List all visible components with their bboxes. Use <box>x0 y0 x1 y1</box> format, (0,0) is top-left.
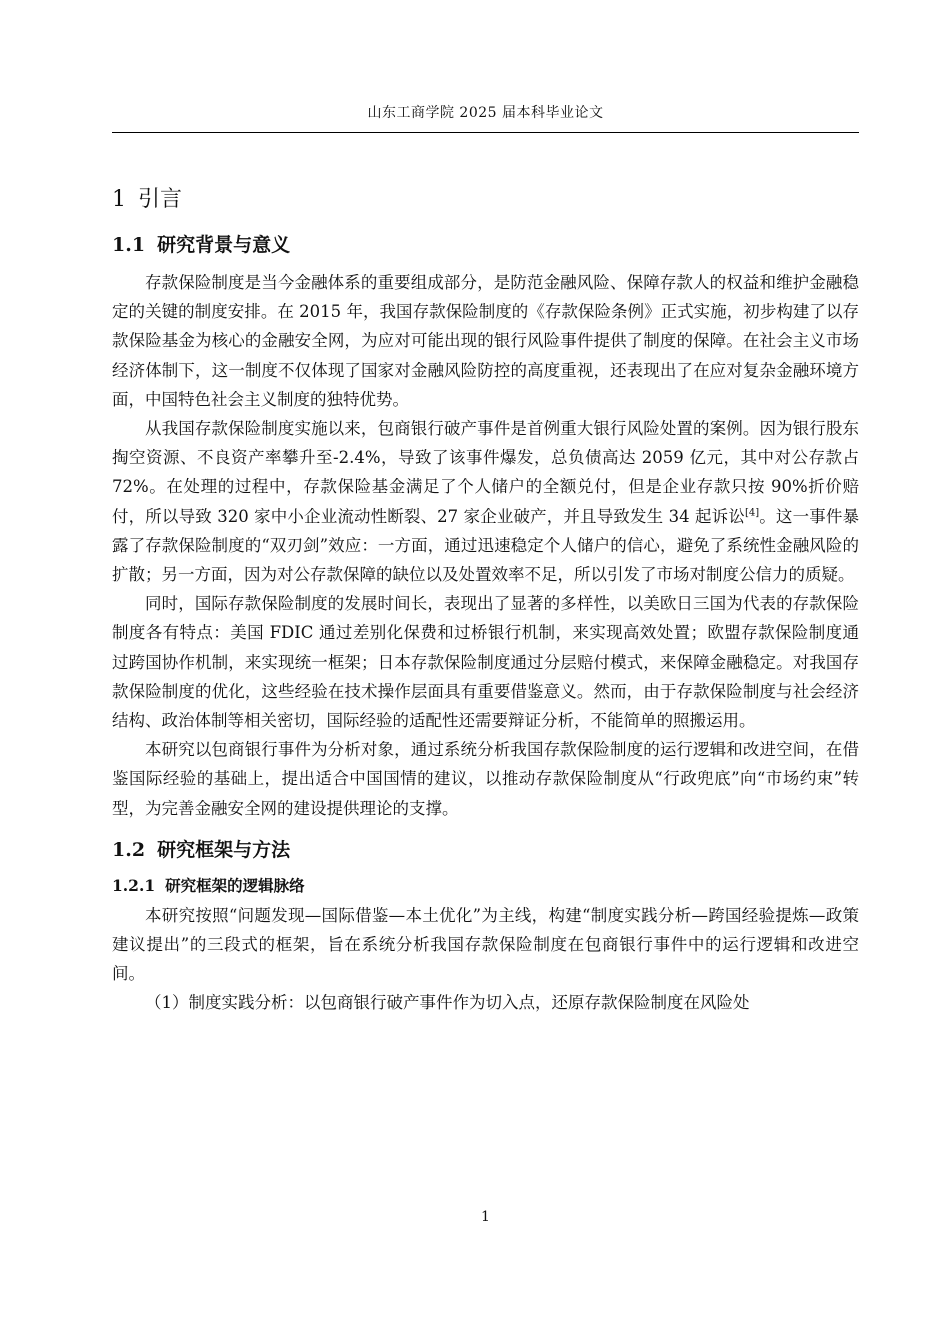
page-body <box>112 170 859 1018</box>
section-number: 1.1 <box>112 234 146 256</box>
section-heading-1-2 <box>112 835 859 865</box>
paragraph-1: 存款保险制度是当今金融体系的重要组成部分，是防范金融风险、保障存款人的权益和维护金融稳定的关键的制度安排。在 2015 年，我国存款保险制度的《存款保险条例》正式实施，初步构建了以存款保险基金为核心的金融安全网，为应对可能出现的银行风险事件提供了制度的保障。在社会主义市场经济体制下，这一制度不仅体现了国家对金融风险防控的高度重视，还表现出了在应对复杂金融环境方面，中国特色社会主义制度的独特优势。 <box>112 273 859 409</box>
paragraph-4: 本研究以包商银行事件为分析对象，通过系统分析我国存款保险制度的运行逻辑和改进空间，在借鉴国际经验的基础上，提出适合中国国情的建议，以推动存款保险制度从“行政兜底”向“市场约束”转型，为完善金融安全网的建设提供理论的支撑。 <box>112 740 859 818</box>
header-rule <box>112 132 859 133</box>
section-number: 1.2 <box>112 838 146 861</box>
section-title: 研究框架与方法 <box>157 838 291 861</box>
paragraph-5: 本研究按照“问题发现—国际借鉴—本土优化”为主线，构建“制度实践分析—跨国经验提炼—政策建议提出”的三段式的框架，旨在系统分析我国存款保险制度在包商银行事件中的运行逻辑和改进空间。 <box>112 905 859 984</box>
running-header: 山东工商学院 2025 届本科毕业论文 <box>367 105 604 121</box>
paragraph-2 <box>112 414 859 589</box>
page-number: 1 <box>481 1209 490 1225</box>
paragraph-2-text-cont: 。这一事件暴露了存款保险制度的“双刃剑”效应：一方面，通过迅速稳定个人储户的信心，避免了系统性金融风险的扩散；另一方面，因为对公存款保障的缺位以及处置效率不足，所以引发了市场对制度公信力的质疑。 <box>112 506 859 585</box>
section-title: 研究背景与意义 <box>157 234 291 256</box>
chapter-heading <box>112 182 859 218</box>
subsection-title: 研究框架的逻辑脉络 <box>165 875 305 895</box>
subsection-number: 1.2.1 <box>112 875 156 895</box>
chapter-number: 1 <box>112 187 126 212</box>
section-heading-1-1 <box>112 230 859 260</box>
paragraph-6: （1）制度实践分析：以包商银行破产事件作为切入点，还原存款保险制度在风险处 <box>145 993 750 1013</box>
paragraph-3: 同时，国际存款保险制度的发展时间长，表现出了显著的多样性，以美欧日三国为代表的存款保险制度各有特点：美国 FDIC 通过差别化保费和过桥银行机制，来实现高效处置；欧盟存款保险制度通过跨国协作机制，来实现统一框架；日本存款保险制度通过分层赔付模式，来保障金融稳定。对我国存款保险制度的优化，这些经验在技术操作层面具有重要借鉴意义。然而，由于存款保险制度与社会经济结构、政治体制等相关密切，国际经验的适配性还需要辩证分析，不能简单的照搬运用。 <box>112 594 859 731</box>
subsection-heading-1-2-1 <box>112 873 859 899</box>
citation-ref[interactable]: [4] <box>744 507 760 519</box>
paragraph-2-text: 从我国存款保险制度实施以来，包商银行破产事件是首例重大银行风险处置的案例。因为银行股东掏空资源、不良资产率攀升至-2.4%，导致了该事件爆发，总负债高达 2059 亿元，其中对公存款占 72%。在处理的过程中，存款保险基金满足了个人储户的全额兑付，但是企业存款只按 90%折价赔付，所以导致 320 家中小企业流动性断裂、27 家企业破产，并且导致发生 34 起诉讼 <box>112 419 859 526</box>
chapter-title: 引言 <box>138 187 183 212</box>
